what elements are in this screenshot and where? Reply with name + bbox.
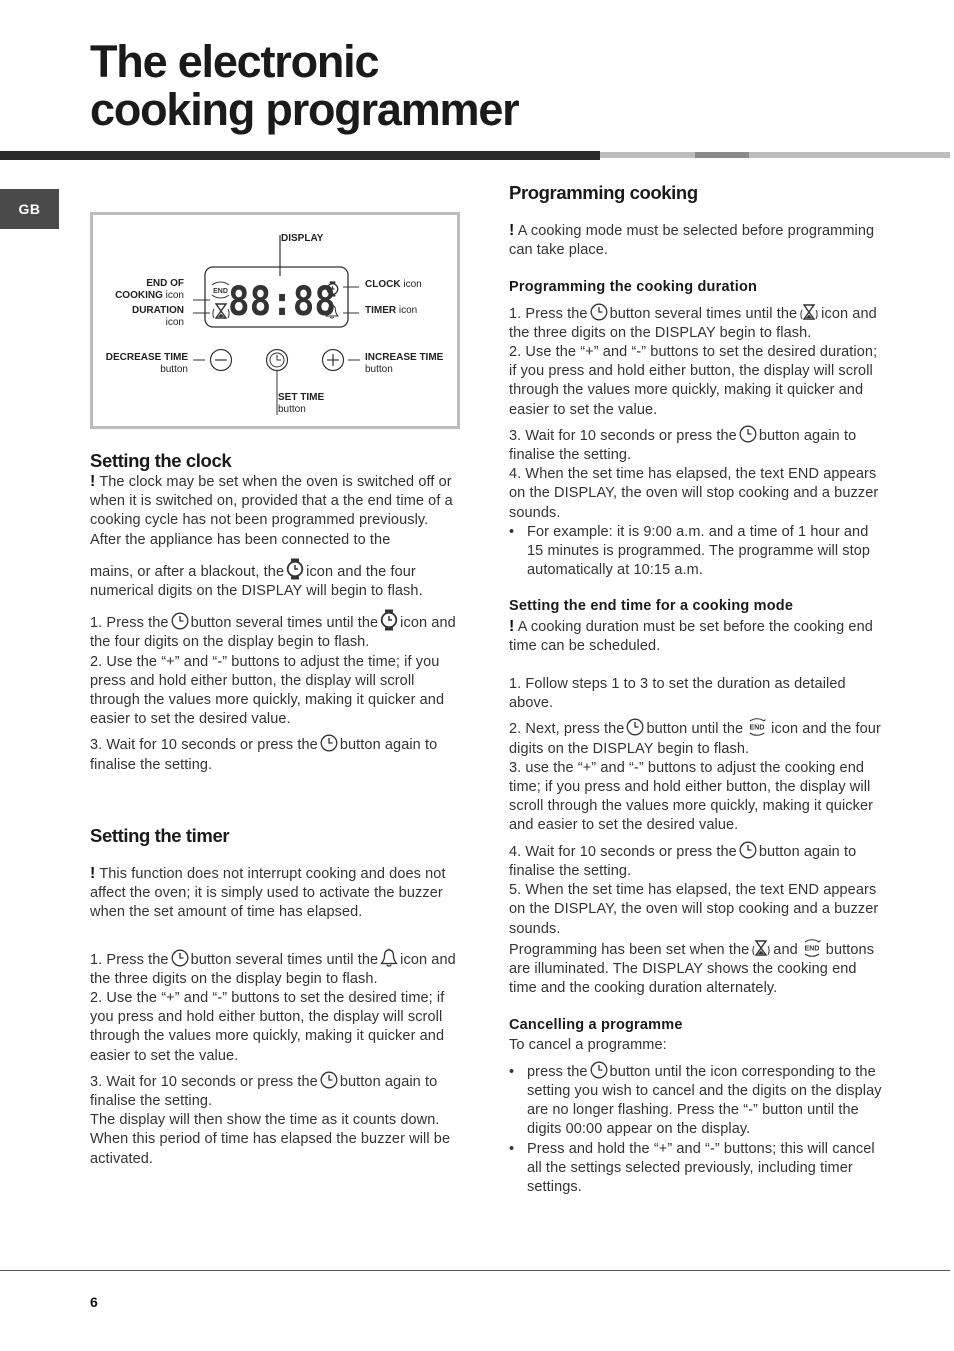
label-cooking-sub: icon: [165, 290, 184, 301]
header-rule-light: [600, 152, 950, 158]
set-time-icon: [267, 350, 288, 371]
timer-s1a: 1. Press the: [90, 951, 169, 968]
warning-mark: !: [509, 617, 515, 635]
end-e4b: button again to finalise the setting.: [509, 843, 857, 879]
timer-step1: [90, 947, 463, 989]
dur-step2: 2. Use the “+” and “-” buttons to set the desired duration; if you press and hold either button, the display will scroll through the values more quickly, making it quicker and easier to set the value.: [509, 344, 878, 418]
set-time-button-icon: [320, 1071, 338, 1089]
label-decrease-text: DECREASE TIME: [105, 352, 188, 363]
label-duration-text: DURATION: [131, 305, 184, 316]
clock-p2: [90, 558, 463, 601]
footer-rule: [0, 1270, 950, 1271]
end-note: [509, 617, 882, 656]
clock-p2a: mains, or after a blackout, the: [90, 563, 285, 580]
header-rule-mid: [695, 152, 749, 158]
title-line-1: The electronic: [90, 36, 379, 87]
dur-example: • For example: it is 9:00 a.m. and a time of 1 hour and 15 minutes is programmed. The programme will stop automatically at 10:15 a.m.: [509, 523, 882, 581]
end-step3: 3. use the “+” and “-” buttons to adjust the cooking end time; if you press and hold either button, the display will scroll through the values more quickly, making it quicker and easier to set the desired value.: [509, 759, 874, 834]
cancel-c1a: press the: [527, 1063, 588, 1080]
duration-icon: [213, 304, 229, 318]
label-settime-text: SET TIME: [278, 392, 325, 403]
section-programming-cooking: [509, 182, 882, 1197]
set-time-button-icon: [739, 841, 757, 859]
set-time-button-icon: [171, 612, 189, 630]
end-e4a: 4. Wait for 10 seconds or press the: [509, 843, 737, 860]
label-end-of-cooking: [115, 278, 184, 302]
cancel-item-1: [509, 1061, 882, 1140]
dur-d3a: 3. Wait for 10 seconds or press the: [509, 427, 737, 444]
label-duration: [132, 305, 184, 329]
section-setting-timer: [90, 825, 463, 1169]
set-time-button-icon: [590, 303, 608, 321]
clock-step2: 2. Use the “+” and “-” buttons to adjust the time; if you press and hold either button, the display will scroll through the values more quickly, making it quicker and easier to set the desired value.: [90, 653, 445, 728]
header-rule-dark: [0, 151, 600, 160]
label-increase-sub: button: [365, 364, 393, 375]
end-badge: END: [213, 288, 228, 295]
dur-d1b: button several times until the: [609, 305, 798, 322]
prog-note: [509, 221, 882, 260]
prog-note-text: A cooking mode must be selected before programming can take place.: [509, 223, 875, 259]
clock-watch-icon: [286, 558, 304, 580]
label-end-of-text: END OF: [146, 278, 184, 289]
page-number: 6: [90, 1294, 98, 1310]
dur-step1: [509, 303, 882, 343]
programmer-diagram: [90, 212, 460, 429]
label-duration-sub: icon: [165, 317, 184, 328]
clock-watch-icon: [380, 609, 398, 631]
warning-mark: !: [90, 865, 96, 882]
dur-d1c: icon and the three digits on the DISPLAY begin to flash.: [509, 305, 877, 341]
timer-s1c: icon and the three digits on the display begin to flash.: [90, 951, 456, 987]
label-display: [281, 233, 323, 245]
end-e6b: and: [773, 941, 798, 958]
heading-setting-clock: Setting the clock: [90, 450, 232, 471]
dur-step3: [509, 425, 882, 465]
clock-s1b: button several times until the: [190, 615, 379, 632]
clock-step1: [90, 609, 463, 652]
label-increase-text: INCREASE TIME: [365, 352, 444, 363]
label-clock-text: CLOCK: [365, 279, 401, 290]
label-timer-text: TIMER: [365, 305, 397, 316]
clock-s1c: icon and the four digits on the display begin to flash.: [90, 615, 456, 651]
label-settime-sub: button: [278, 404, 306, 415]
label-clock-sub: icon: [403, 279, 422, 290]
heading-cancelling: Cancelling a programme: [509, 1017, 683, 1034]
timer-bell-icon: [380, 947, 398, 967]
timer-step2: 2. Use the “+” and “-” buttons to set the desired time; if you press and hold either button, the display will scroll through the values more quickly, making it quicker and easier to set the value.: [90, 990, 445, 1064]
set-time-button-icon: [320, 734, 338, 752]
set-time-button-icon: [626, 718, 644, 736]
clock-note-text: The clock may be set when the oven is switched off or when it is switched on, provided that a the end time of a cooking cycle has not been programmed previously.: [90, 474, 453, 529]
label-timer: [365, 305, 417, 317]
decrease-time-icon: [211, 350, 232, 371]
heading-end-time: Setting the end time for a cooking mode: [509, 598, 794, 615]
label-cooking-text: COOKING: [115, 290, 163, 301]
end-step5: 5. When the set time has elapsed, the text END appears on the DISPLAY, the oven will stop cooking and a buzzer sounds.: [509, 882, 879, 937]
cancel-c1b: button until the icon corresponding to the setting you wish to cancel and the digits on the display are no longer flashing. Press the “-” button until the digits 00:00 appear on the display.: [527, 1063, 882, 1138]
duration-icon: [799, 303, 819, 321]
label-display-text: DISPLAY: [281, 233, 324, 244]
timer-step4: The display will then show the time as it counts down. When this period of time has elapsed the buzzer will be activated.: [90, 1112, 451, 1167]
clock-p1: After the appliance has been connected to the: [90, 531, 391, 548]
clock-s3a: 3. Wait for 10 seconds or press the: [90, 737, 318, 754]
cancel-intro: To cancel a programme:: [509, 1036, 667, 1053]
end-of-cooking-icon: [212, 282, 229, 298]
label-clock: [365, 279, 422, 291]
end-e6a: Programming has been set when the: [509, 941, 750, 958]
end-step1: 1. Follow steps 1 to 3 to set the duration as detailed above.: [509, 676, 846, 712]
clock-p2b: icon and the four numerical digits on the DISPLAY will begin to flash.: [90, 563, 423, 600]
end-of-cooking-icon: [745, 718, 769, 736]
clock-s1a: 1. Press the: [90, 615, 169, 632]
end-e2b: button until the: [646, 721, 744, 738]
label-increase-time: [365, 352, 443, 376]
set-time-button-icon: [171, 949, 189, 967]
clock-step3: [90, 734, 463, 774]
clock-s3b: button again to finalise the setting.: [90, 737, 438, 773]
display-digits: 88:88: [228, 279, 336, 325]
label-decrease-sub: button: [160, 364, 188, 375]
end-e2a: 2. Next, press the: [509, 721, 625, 738]
end-e2c: icon and the four digits on the DISPLAY begin to flash.: [509, 721, 881, 757]
label-timer-sub: icon: [398, 305, 418, 316]
end-e6c: buttons are illuminated. The DISPLAY shows the cooking end time and the cooking duration alternately.: [509, 941, 875, 997]
label-decrease-time: [106, 352, 188, 376]
language-tab: GB: [0, 189, 59, 229]
heading-setting-timer: Setting the timer: [90, 825, 230, 846]
dur-step4: 4. When the set time has elapsed, the text END appears on the DISPLAY, the oven will stop cooking and a buzzer sounds.: [509, 466, 879, 521]
dur-d1a: 1. Press the: [509, 305, 588, 322]
end-of-cooking-icon: [800, 939, 824, 957]
set-time-button-icon: [739, 425, 757, 443]
duration-icon: [751, 939, 771, 957]
timer-s1b: button several times until the: [190, 951, 379, 968]
page-title: [90, 38, 519, 134]
label-set-time: [278, 392, 324, 416]
title-line-2: cooking programmer: [90, 84, 519, 135]
section-setting-clock: [90, 450, 463, 775]
heading-programming-cooking: Programming cooking: [509, 182, 698, 203]
timer-s3b: button again to finalise the setting.: [90, 1073, 438, 1110]
end-note-text: A cooking duration must be set before the cooking end time can be scheduled.: [509, 618, 873, 654]
timer-step3: [90, 1071, 463, 1111]
dur-d3b: button again to finalise the setting.: [509, 427, 857, 464]
timer-note-text: This function does not interrupt cooking and does not affect the oven; it is simply used to activate the buzzer when the set amount of time has elapsed.: [90, 866, 446, 921]
heading-cooking-duration: Programming the cooking duration: [509, 279, 758, 296]
warning-mark: !: [90, 473, 96, 490]
cancel-item-2: • Press and hold the “+” and “-” buttons; this will cancel all the settings selected previously, including timer settings.: [509, 1140, 882, 1198]
end-step4: [509, 841, 882, 881]
clock-note: [90, 472, 463, 531]
timer-s3a: 3. Wait for 10 seconds or press the: [90, 1073, 318, 1090]
increase-time-icon: [323, 350, 344, 371]
end-step2: [509, 718, 882, 758]
timer-note: [90, 864, 463, 923]
warning-mark: !: [509, 222, 515, 239]
end-step6: [509, 939, 882, 999]
set-time-button-icon: [590, 1061, 608, 1079]
